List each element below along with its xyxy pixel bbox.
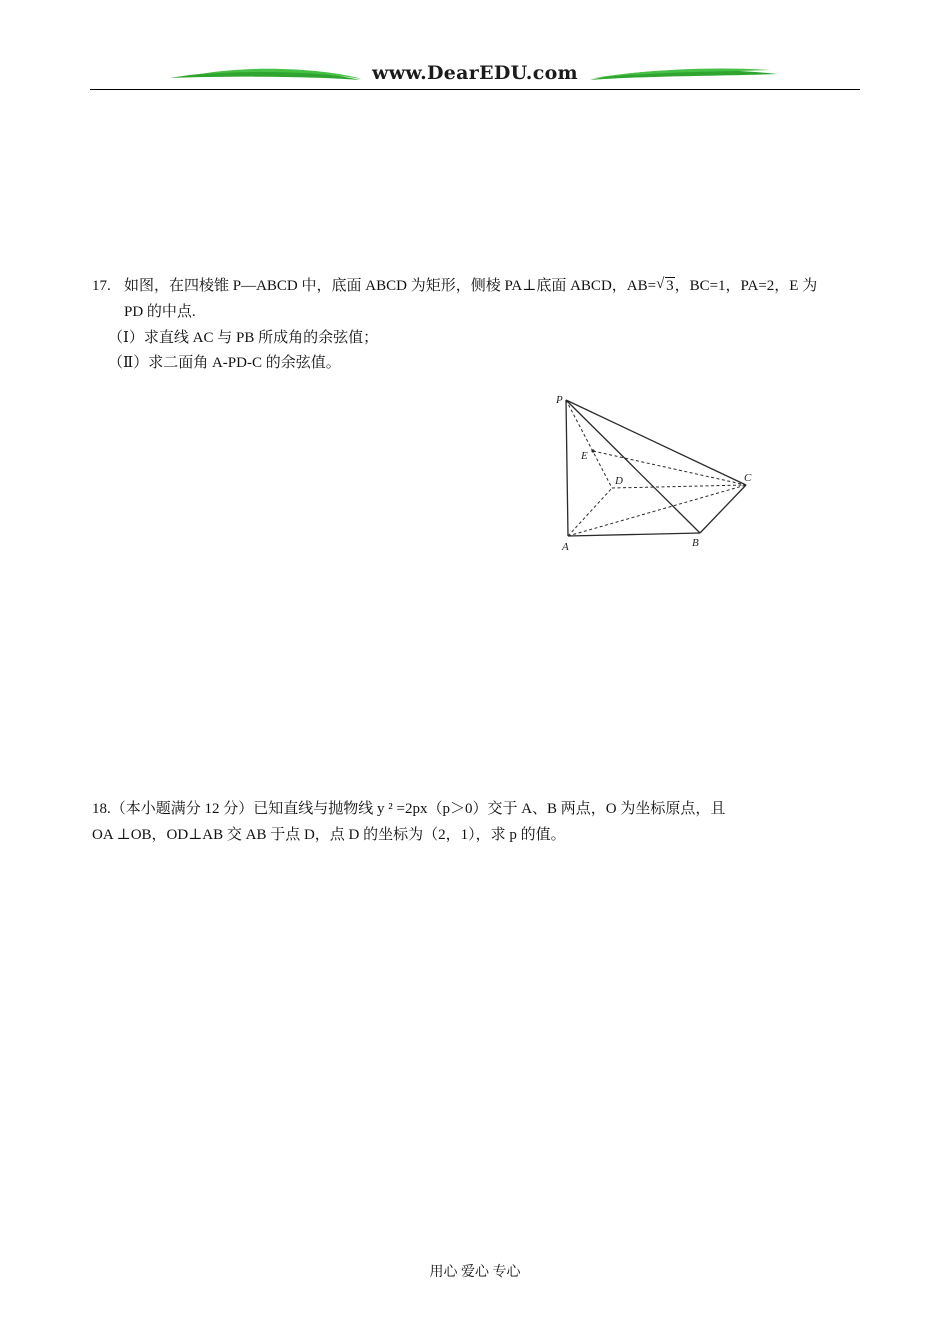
page-footer: 用心 爱心 专心: [429, 1265, 521, 1280]
header-rule: [90, 89, 860, 90]
page-header: [90, 62, 860, 92]
label-d: D: [615, 475, 623, 487]
point-e-dot: [591, 449, 594, 452]
edge-ad: [568, 488, 612, 536]
sqrt-expression: [656, 276, 675, 296]
problem-18-line-1: 18.（本小题满分 12 分）已知直线与抛物线 y ² =2px（p＞0）交于 A、B 两点，O 为坐标原点，且: [92, 801, 726, 817]
edge-dc: [612, 485, 746, 488]
edge-pa: [566, 400, 568, 536]
label-p: P: [556, 394, 563, 406]
problem-17-line-1: [124, 276, 817, 296]
edge-ac: [568, 485, 746, 536]
problem-17-line-1-end: ，BC=1，PA=2，E 为: [674, 278, 818, 294]
problem-17-line-1-start: 如图，在四棱锥 P—ABCD 中，底面 ABCD 为矩形，侧棱 PA⊥底面 ABCD，AB=: [124, 278, 657, 294]
problem-18-line-2: OA ⊥OB，OD⊥AB 交 AB 于点 D，点 D 的坐标为（2，1），求 p 的值。: [92, 827, 566, 843]
edge-pb: [566, 400, 700, 533]
sqrt-radicand: 3: [666, 278, 674, 294]
problem-17-line-2: PD 的中点.: [124, 304, 196, 320]
edge-pc: [566, 400, 746, 485]
edge-pd: [566, 400, 612, 488]
label-b: B: [692, 537, 699, 549]
radical-sign-icon: √: [656, 276, 665, 292]
problem-17-part-1: （Ⅰ）求直线 AC 与 PB 所成角的余弦值；: [108, 330, 379, 346]
label-c: C: [744, 472, 752, 484]
brand-text: www.DearEDU.com: [372, 62, 578, 84]
label-a: A: [562, 541, 569, 553]
problem-17-number: 17.: [92, 278, 111, 294]
label-e: E: [581, 450, 588, 462]
edge-bc: [700, 485, 746, 533]
pyramid-figure: [552, 388, 767, 558]
edge-ab: [568, 533, 700, 536]
problem-17-part-2: （Ⅱ）求二面角 A-PD-C 的余弦值。: [108, 355, 341, 371]
